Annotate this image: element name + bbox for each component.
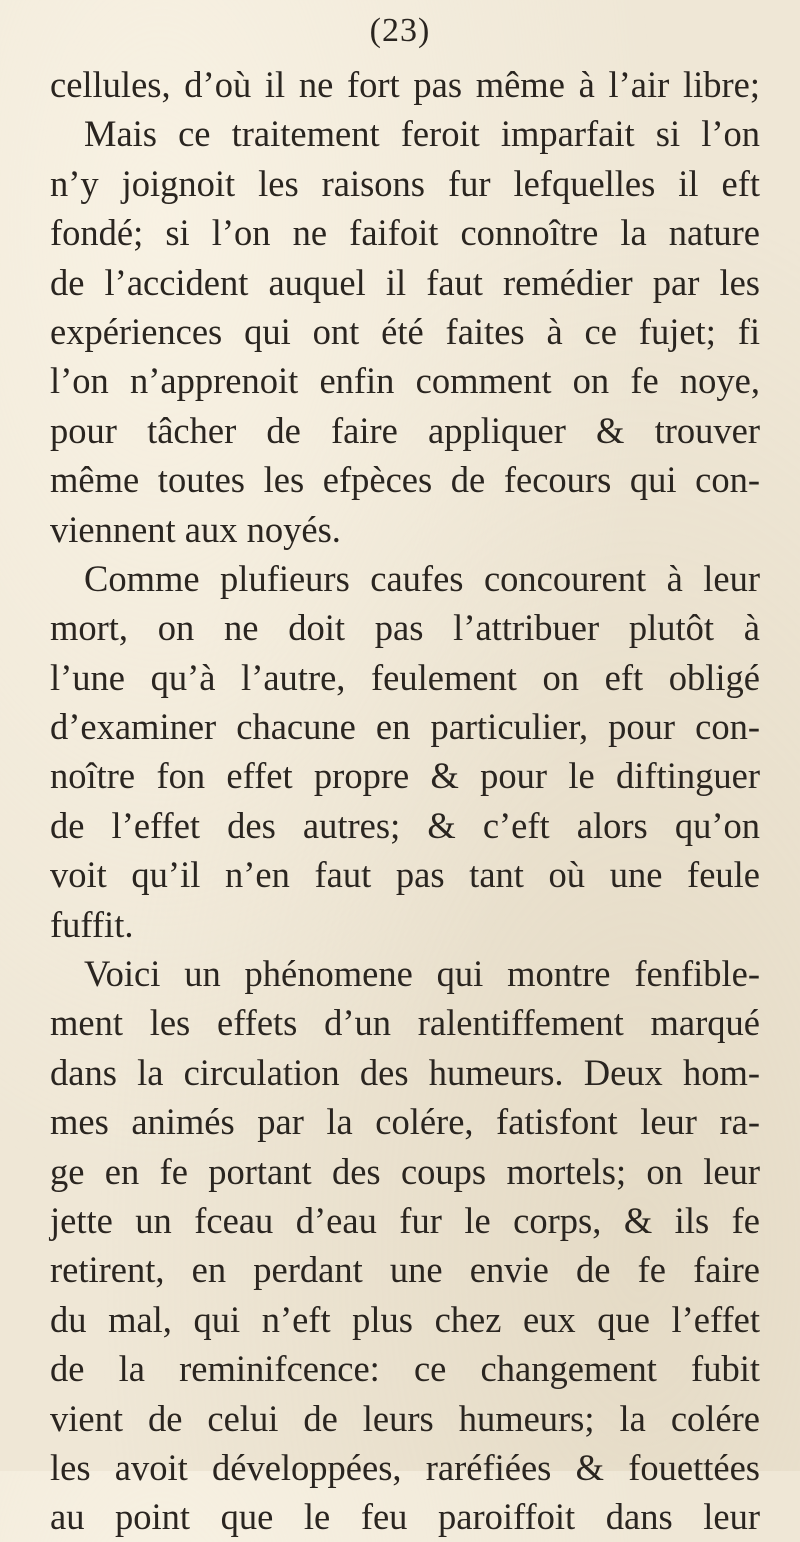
text-line: Voici un phénomene qui montre fenfible-: [84, 953, 760, 995]
body-text: [50, 60, 760, 1542]
text-line: viennent aux noyés.: [50, 508, 341, 550]
text-line: au point que le feu paroiffoit dans leur: [50, 1496, 760, 1538]
text-line: fuffit.: [50, 903, 134, 945]
text-line: mes animés par la colére, fatisfont leur ra-: [50, 1101, 760, 1143]
text-line: Mais ce traitement feroit imparfait si l’on: [84, 113, 760, 155]
text-line: Comme plufieurs caufes concourent à leur: [84, 557, 760, 599]
text-line: d’examiner chacune en particulier, pour con-: [50, 706, 760, 748]
text-line: noître fon effet propre & pour le diftinguer: [50, 755, 760, 797]
text-line: même toutes les efpèces de fecours qui con-: [50, 459, 760, 501]
text-line: fondé; si l’on ne faifoit connoître la nature: [50, 212, 760, 254]
text-line: du mal, qui n’eft plus chez eux que l’effet: [50, 1298, 760, 1340]
page-number: (23): [369, 12, 431, 49]
text-line: de l’accident auquel il faut remédier par les: [50, 261, 760, 303]
text-line: dans la circulation des humeurs. Deux hom-: [50, 1051, 760, 1093]
text-line: de l’effet des autres; & c’eft alors qu’on: [50, 804, 760, 846]
text-line: de la reminifcence: ce changement fubit: [50, 1348, 760, 1390]
text-line: expériences qui ont été faites à ce fujet; fi: [50, 310, 760, 352]
text-line: vient de celui de leurs humeurs; la colére: [50, 1397, 760, 1439]
text-line: cellules, d’où il ne fort pas même à l’air libre;: [50, 64, 760, 105]
text-line: n’y joignoit les raisons fur lefquelles il eft: [50, 162, 760, 204]
text-line: l’une qu’à l’autre, feulement on eft obligé: [50, 656, 760, 698]
text-line: mort, on ne doit pas l’attribuer plutôt à: [50, 607, 760, 649]
text-line: retirent, en perdant une envie de fe faire: [50, 1249, 760, 1291]
text-line: jette un fceau d’eau fur le corps, & ils fe: [50, 1199, 760, 1241]
text-line: voit qu’il n’en faut pas tant où une feule: [50, 854, 760, 896]
text-line: ment les effets d’un ralentiffement marqué: [50, 1002, 760, 1044]
text-line: pour tâcher de faire appliquer & trouver: [50, 409, 760, 451]
text-line: l’on n’apprenoit enfin comment on fe noye,: [50, 360, 760, 402]
text-line: les avoit développées, raréfiées & fouettées: [50, 1446, 760, 1488]
text-line: ge en fe portant des coups mortels; on leur: [50, 1150, 760, 1192]
